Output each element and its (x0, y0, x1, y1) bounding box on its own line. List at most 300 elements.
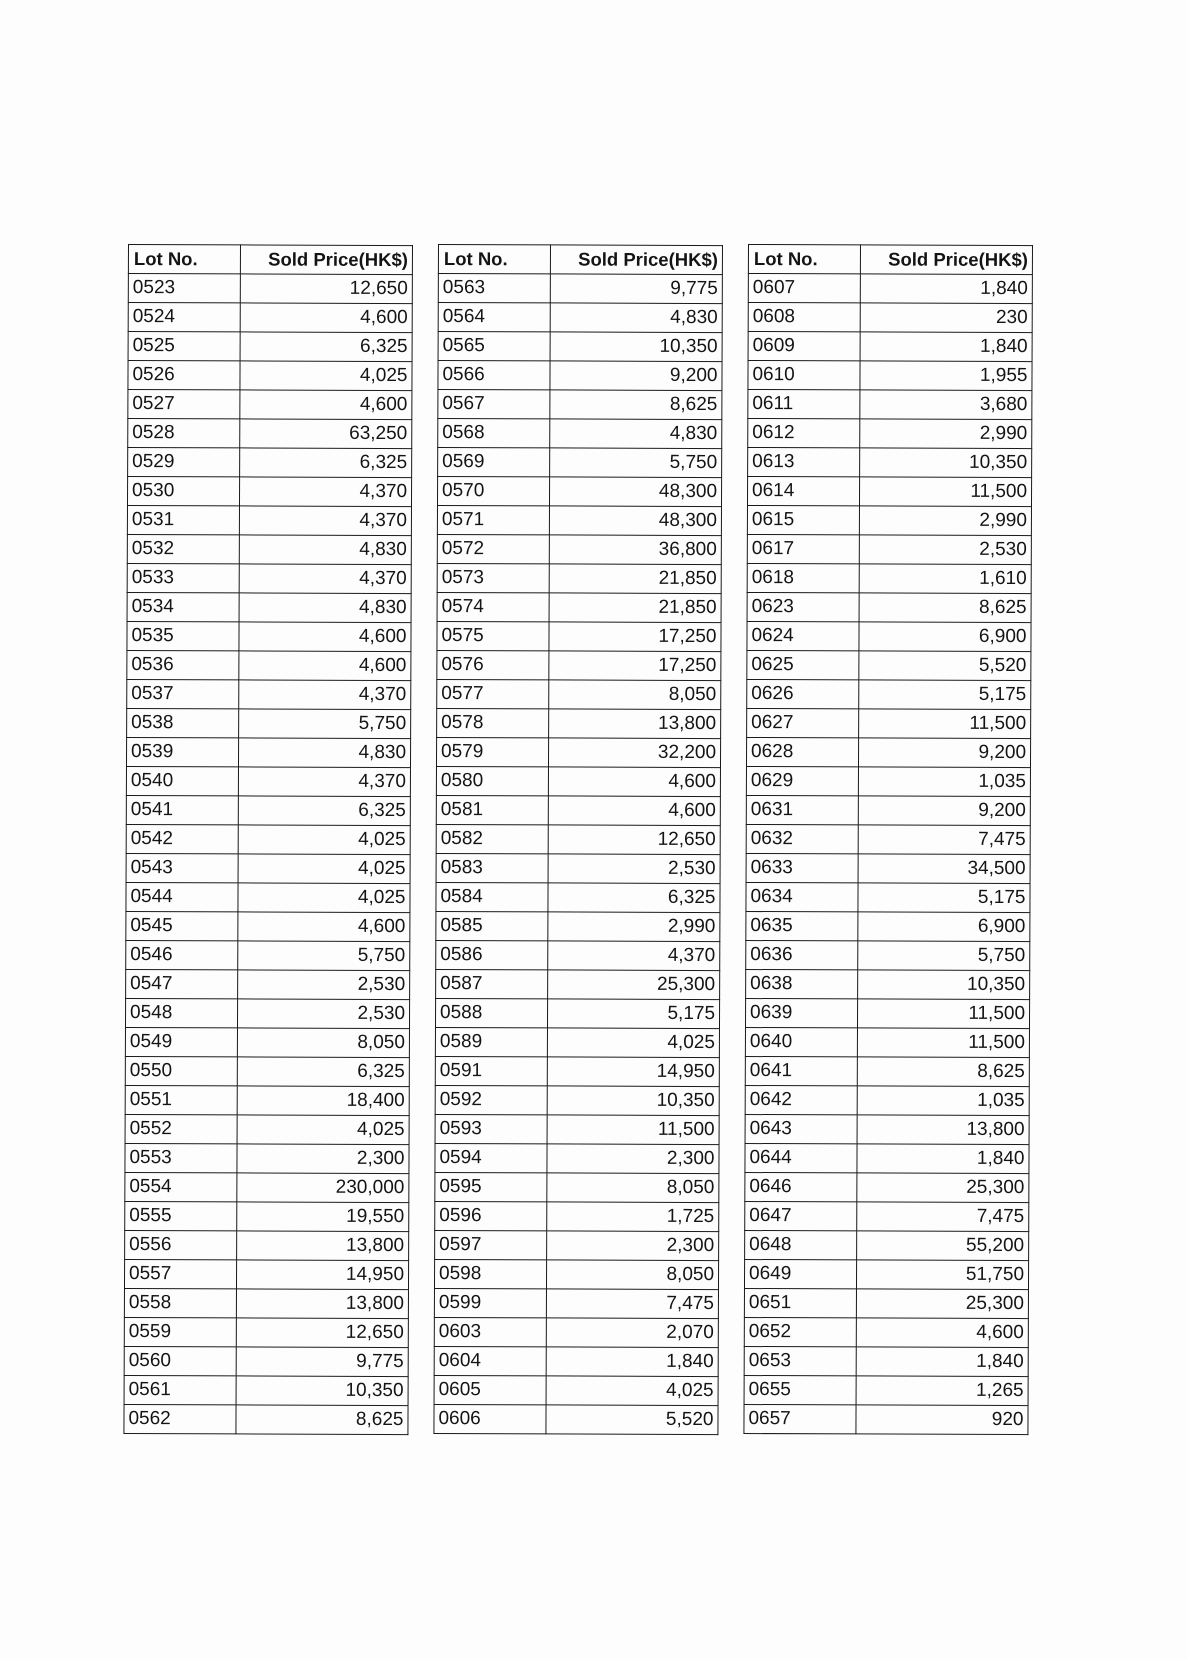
table-row (438, 361, 722, 391)
lot-number-cell: 0649 (744, 1259, 856, 1288)
table-row (744, 1259, 1028, 1289)
lot-number-cell: 0626 (747, 679, 859, 708)
sold-price-cell: 63,250 (240, 419, 412, 449)
table-row (435, 1201, 719, 1231)
table-row (124, 1317, 408, 1347)
lot-number-cell: 0569 (438, 448, 550, 477)
lot-number-cell: 0596 (435, 1201, 547, 1230)
lot-number-cell: 0599 (434, 1288, 546, 1317)
table-row (438, 390, 722, 420)
table-row (437, 592, 721, 622)
sold-price-cell: 4,370 (239, 680, 411, 710)
table-row (128, 332, 412, 362)
table-row (435, 998, 719, 1028)
sold-price-cell: 1,840 (546, 1347, 718, 1377)
table-row (435, 1027, 719, 1057)
sold-price-cell: 2,530 (859, 535, 1031, 565)
sold-price-cell: 25,300 (857, 1173, 1029, 1203)
table-header-row (438, 245, 722, 275)
table-row (435, 1114, 719, 1144)
lot-number-cell: 0529 (128, 448, 240, 477)
lot-number-cell: 0565 (438, 332, 550, 361)
sold-price-cell: 4,600 (856, 1318, 1028, 1348)
lot-number-cell: 0527 (128, 390, 240, 419)
lot-number-cell: 0641 (745, 1056, 857, 1085)
sold-price-cell: 6,325 (237, 1057, 409, 1087)
table-row (747, 592, 1031, 622)
lot-number-cell: 0643 (745, 1114, 857, 1143)
lot-number-cell: 0581 (436, 795, 548, 824)
sold-price-cell: 5,750 (239, 709, 411, 739)
lot-number-cell: 0628 (746, 737, 858, 766)
lot-number-cell: 0598 (434, 1259, 546, 1288)
lot-number-cell: 0526 (128, 361, 240, 390)
table-row (128, 274, 412, 304)
lot-number-cell: 0536 (127, 650, 239, 679)
sold-price-cell: 13,800 (549, 709, 721, 739)
lot-number-cell: 0614 (747, 477, 859, 506)
table-row (434, 1404, 718, 1434)
table-row (437, 506, 721, 536)
sold-price-cell: 4,600 (239, 651, 411, 681)
table-row (128, 303, 412, 333)
sold-price-cell: 230,000 (237, 1173, 409, 1203)
lot-number-cell: 0570 (437, 477, 549, 506)
table-row (436, 969, 720, 999)
table-header-row (748, 245, 1032, 275)
table-row (748, 303, 1032, 333)
sold-price-cell: 4,370 (239, 564, 411, 594)
lot-number-cell: 0648 (745, 1230, 857, 1259)
sold-price-cell: 19,550 (237, 1202, 409, 1232)
lot-number-cell: 0552 (125, 1114, 237, 1143)
sold-price-cell: 2,990 (859, 506, 1031, 536)
lot-number-cell: 0625 (747, 650, 859, 679)
table-row (748, 419, 1032, 449)
lot-number-cell: 0524 (128, 303, 240, 332)
table-row (435, 1085, 719, 1115)
table-body (434, 274, 722, 1435)
sold-price-cell: 12,650 (548, 825, 720, 855)
table-row (437, 708, 721, 738)
lot-number-cell: 0551 (125, 1085, 237, 1114)
lot-number-cell: 0525 (128, 332, 240, 361)
sold-price-cell: 5,750 (858, 941, 1030, 971)
lot-number-cell: 0584 (436, 882, 548, 911)
table-row (126, 824, 410, 854)
lot-number-cell: 0572 (437, 534, 549, 563)
lot-number-cell: 0573 (437, 563, 549, 592)
lot-number-cell: 0562 (124, 1404, 236, 1433)
table-row (746, 766, 1030, 796)
sold-price-cell: 1,840 (856, 1347, 1028, 1377)
lot-number-cell: 0623 (747, 592, 859, 621)
lot-number-cell: 0617 (747, 534, 859, 563)
sold-price-cell: 21,850 (549, 593, 721, 623)
sold-price-cell: 36,800 (549, 535, 721, 565)
sold-price-cell: 8,625 (236, 1405, 408, 1435)
table-row (125, 1027, 409, 1057)
sold-price-cell: 17,250 (549, 651, 721, 681)
lot-number-cell: 0568 (438, 419, 550, 448)
lot-no-header: Lot No. (748, 245, 860, 274)
sold-price-cell: 4,370 (239, 506, 411, 536)
table-row (745, 1056, 1029, 1086)
sold-price-cell: 4,830 (239, 593, 411, 623)
sold-price-cell: 11,500 (859, 477, 1031, 507)
sold-price-cell: 21,850 (549, 564, 721, 594)
lot-number-cell: 0543 (126, 853, 238, 882)
table-row (437, 563, 721, 593)
table-row (746, 969, 1030, 999)
sold-price-cell: 8,625 (550, 390, 722, 420)
sold-price-cell: 4,830 (550, 419, 722, 449)
sold-price-cell: 6,325 (240, 448, 412, 478)
table-row (125, 1230, 409, 1260)
sold-price-cell: 17,250 (549, 622, 721, 652)
table-row (434, 1259, 718, 1289)
sold-price-cell: 4,025 (238, 854, 410, 884)
lot-number-cell: 0613 (748, 448, 860, 477)
table-body (744, 274, 1032, 1435)
sold-price-cell: 9,775 (550, 274, 722, 304)
lot-number-cell: 0535 (127, 621, 239, 650)
sold-price-header: Sold Price(HK$) (240, 245, 412, 275)
table-row (128, 390, 412, 420)
sold-price-cell: 1,840 (857, 1144, 1029, 1174)
lot-number-cell: 0539 (126, 737, 238, 766)
sold-price-cell: 11,500 (857, 999, 1029, 1029)
lot-number-cell: 0632 (746, 824, 858, 853)
lot-number-cell: 0532 (127, 534, 239, 563)
table-row (746, 882, 1030, 912)
table-row (438, 274, 722, 304)
table-row (437, 650, 721, 680)
sold-price-cell: 10,350 (236, 1376, 408, 1406)
sold-price-cell: 55,200 (857, 1231, 1029, 1261)
table-row (436, 911, 720, 941)
table-row (748, 274, 1032, 304)
sold-price-cell: 4,600 (238, 912, 410, 942)
sold-price-cell: 5,520 (859, 651, 1031, 681)
table-row (434, 1346, 718, 1376)
sold-price-cell: 8,050 (237, 1028, 409, 1058)
sold-price-cell: 12,650 (240, 274, 412, 304)
table-row (745, 1085, 1029, 1115)
sold-price-cell: 12,650 (236, 1318, 408, 1348)
lot-number-cell: 0541 (126, 795, 238, 824)
sold-price-cell: 4,830 (239, 535, 411, 565)
sold-price-cell: 9,200 (550, 361, 722, 391)
sold-price-cell: 4,025 (240, 361, 412, 391)
table-row (127, 679, 411, 709)
sold-price-cell: 11,500 (857, 1028, 1029, 1058)
sold-price-cell: 8,625 (857, 1057, 1029, 1087)
sold-price-cell: 4,025 (547, 1028, 719, 1058)
table-row (436, 940, 720, 970)
sold-price-cell: 7,475 (858, 825, 1030, 855)
sold-price-cell: 4,830 (238, 738, 410, 768)
table-row (744, 1375, 1028, 1405)
lot-number-cell: 0566 (438, 361, 550, 390)
lot-number-cell: 0561 (124, 1375, 236, 1404)
table-row (435, 1230, 719, 1260)
table-row (748, 332, 1032, 362)
sold-price-cell: 9,200 (858, 738, 1030, 768)
table-row (745, 1027, 1029, 1057)
lot-number-cell: 0530 (127, 477, 239, 506)
table-row (435, 1172, 719, 1202)
table-row (437, 477, 721, 507)
lot-number-cell: 0609 (748, 332, 860, 361)
table-row (438, 448, 722, 478)
sold-price-cell: 2,530 (238, 970, 410, 1000)
sold-price-cell: 4,600 (548, 796, 720, 826)
table-row (124, 1375, 408, 1405)
table-row (126, 969, 410, 999)
table-row (435, 1056, 719, 1086)
sold-price-cell: 5,750 (238, 941, 410, 971)
sold-price-cell: 25,300 (548, 970, 720, 1000)
lot-number-cell: 0652 (744, 1317, 856, 1346)
table-row (126, 940, 410, 970)
table-body (124, 274, 412, 1435)
lot-number-cell: 0544 (126, 882, 238, 911)
table-row (124, 1259, 408, 1289)
sold-price-cell: 32,200 (548, 738, 720, 768)
lot-number-cell: 0577 (437, 679, 549, 708)
sold-price-cell: 1,035 (857, 1086, 1029, 1116)
table-row (747, 506, 1031, 536)
table-row (127, 563, 411, 593)
lot-number-cell: 0548 (125, 998, 237, 1027)
table-header-row (128, 245, 412, 275)
table-row (438, 419, 722, 449)
sold-price-cell: 8,625 (859, 593, 1031, 623)
sold-price-cell: 1,035 (858, 767, 1030, 797)
lot-number-cell: 0639 (745, 998, 857, 1027)
table-row (127, 592, 411, 622)
table-row (124, 1346, 408, 1376)
lot-number-cell: 0657 (744, 1404, 856, 1433)
lot-number-cell: 0553 (125, 1143, 237, 1172)
table-row (127, 477, 411, 507)
lot-number-cell: 0554 (125, 1172, 237, 1201)
lot-number-cell: 0585 (436, 911, 548, 940)
sold-price-cell: 4,600 (240, 303, 412, 333)
lot-number-cell: 0595 (435, 1172, 547, 1201)
sold-price-cell: 11,500 (859, 709, 1031, 739)
table-row (127, 506, 411, 536)
lot-number-cell: 0564 (438, 303, 550, 332)
table-row (747, 621, 1031, 651)
table-row (745, 1172, 1029, 1202)
lot-number-cell: 0545 (126, 911, 238, 940)
sold-price-cell: 18,400 (237, 1086, 409, 1116)
sold-price-cell: 10,350 (550, 332, 722, 362)
lot-number-cell: 0563 (438, 274, 550, 303)
table-row (747, 563, 1031, 593)
table-row (434, 1288, 718, 1318)
lot-number-cell: 0608 (748, 303, 860, 332)
lot-number-cell: 0589 (435, 1027, 547, 1056)
sold-price-cell: 1,610 (859, 564, 1031, 594)
lot-number-cell: 0605 (434, 1375, 546, 1404)
table-row (127, 708, 411, 738)
table-row (746, 795, 1030, 825)
sold-price-cell: 2,530 (237, 999, 409, 1029)
lot-number-cell: 0607 (748, 274, 860, 303)
lot-number-cell: 0557 (124, 1259, 236, 1288)
sold-price-cell: 4,600 (548, 767, 720, 797)
table-row (747, 708, 1031, 738)
table-row (125, 1085, 409, 1115)
lot-number-cell: 0638 (746, 969, 858, 998)
sold-price-cell: 4,025 (546, 1376, 718, 1406)
sold-price-cell: 6,325 (238, 796, 410, 826)
lot-number-cell: 0618 (747, 563, 859, 592)
sold-price-cell: 1,840 (860, 332, 1032, 362)
lot-number-cell: 0653 (744, 1346, 856, 1375)
sold-price-header: Sold Price(HK$) (550, 245, 722, 275)
lot-number-cell: 0558 (124, 1288, 236, 1317)
sold-price-table-2 (433, 244, 723, 1435)
table-row (746, 853, 1030, 883)
lot-number-cell: 0579 (436, 737, 548, 766)
table-row (744, 1317, 1028, 1347)
sold-price-cell: 6,900 (859, 622, 1031, 652)
table-row (746, 940, 1030, 970)
lot-number-cell: 0635 (746, 911, 858, 940)
sold-price-cell: 51,750 (856, 1260, 1028, 1290)
lot-number-cell: 0612 (748, 419, 860, 448)
sold-price-cell: 2,530 (548, 854, 720, 884)
lot-number-cell: 0610 (748, 361, 860, 390)
lot-number-cell: 0646 (745, 1172, 857, 1201)
lot-number-cell: 0547 (126, 969, 238, 998)
table-row (125, 1143, 409, 1173)
sold-price-cell: 7,475 (857, 1202, 1029, 1232)
table-row (436, 824, 720, 854)
sold-price-cell: 4,600 (239, 622, 411, 652)
lot-number-cell: 0546 (126, 940, 238, 969)
lot-number-cell: 0559 (124, 1317, 236, 1346)
table-row (124, 1288, 408, 1318)
table-row (436, 882, 720, 912)
lot-number-cell: 0580 (436, 766, 548, 795)
lot-number-cell: 0586 (436, 940, 548, 969)
lot-number-cell: 0542 (126, 824, 238, 853)
lot-no-header: Lot No. (128, 245, 240, 274)
lot-number-cell: 0531 (127, 506, 239, 535)
table-row (746, 824, 1030, 854)
lot-number-cell: 0582 (436, 824, 548, 853)
lot-number-cell: 0588 (435, 998, 547, 1027)
sold-price-cell: 4,830 (550, 303, 722, 333)
sold-price-cell: 920 (856, 1405, 1028, 1435)
table-row (437, 534, 721, 564)
lot-number-cell: 0624 (747, 621, 859, 650)
table-row (747, 679, 1031, 709)
sold-price-cell: 11,500 (547, 1115, 719, 1145)
lot-no-header: Lot No. (438, 245, 550, 274)
sold-price-cell: 8,050 (547, 1173, 719, 1203)
lot-number-cell: 0647 (745, 1201, 857, 1230)
sold-price-header: Sold Price(HK$) (860, 245, 1032, 275)
table-row (746, 737, 1030, 767)
sold-price-cell: 48,300 (549, 506, 721, 536)
table-row (127, 534, 411, 564)
lot-number-cell: 0591 (435, 1056, 547, 1085)
table-row (745, 1230, 1029, 1260)
sold-price-cell: 6,325 (240, 332, 412, 362)
sold-price-cell: 10,350 (860, 448, 1032, 478)
lot-number-cell: 0633 (746, 853, 858, 882)
table-row (437, 679, 721, 709)
table-row (436, 795, 720, 825)
sold-price-cell: 13,800 (236, 1289, 408, 1319)
lot-number-cell: 0567 (438, 390, 550, 419)
table-row (128, 419, 412, 449)
table-row (748, 448, 1032, 478)
table-row (125, 1201, 409, 1231)
sold-price-cell: 1,725 (547, 1202, 719, 1232)
lot-number-cell: 0578 (437, 708, 549, 737)
lot-number-cell: 0538 (127, 708, 239, 737)
lot-number-cell: 0583 (436, 853, 548, 882)
sold-price-cell: 6,325 (548, 883, 720, 913)
lot-number-cell: 0587 (436, 969, 548, 998)
lot-number-cell: 0549 (125, 1027, 237, 1056)
sold-price-cell: 1,955 (860, 361, 1032, 391)
lot-number-cell: 0644 (745, 1143, 857, 1172)
table-row (436, 853, 720, 883)
lot-number-cell: 0615 (747, 506, 859, 535)
table-row (745, 1114, 1029, 1144)
sold-price-cell: 4,600 (240, 390, 412, 420)
table-row (438, 303, 722, 333)
lot-number-cell: 0606 (434, 1404, 546, 1433)
sold-price-cell: 2,070 (546, 1318, 718, 1348)
sold-price-cell: 3,680 (860, 390, 1032, 420)
table-row (434, 1317, 718, 1347)
table-row (125, 998, 409, 1028)
lot-number-cell: 0534 (127, 592, 239, 621)
sold-price-table-3 (743, 244, 1033, 1435)
lot-number-cell: 0642 (745, 1085, 857, 1114)
table-row (744, 1288, 1028, 1318)
sold-price-cell: 9,775 (236, 1347, 408, 1377)
sold-price-cell: 4,025 (238, 825, 410, 855)
table-row (748, 390, 1032, 420)
lot-number-cell: 0555 (125, 1201, 237, 1230)
table-row (127, 650, 411, 680)
table-row (126, 766, 410, 796)
table-row (747, 477, 1031, 507)
table-row (128, 361, 412, 391)
lot-number-cell: 0575 (437, 621, 549, 650)
sold-price-cell: 13,800 (857, 1115, 1029, 1145)
table-row (744, 1404, 1028, 1434)
sold-price-cell: 7,475 (546, 1289, 718, 1319)
sold-price-cell: 8,050 (549, 680, 721, 710)
table-row (748, 361, 1032, 391)
table-row (126, 882, 410, 912)
lot-number-cell: 0537 (127, 679, 239, 708)
table-row (128, 448, 412, 478)
lot-number-cell: 0556 (125, 1230, 237, 1259)
lot-number-cell: 0576 (437, 650, 549, 679)
